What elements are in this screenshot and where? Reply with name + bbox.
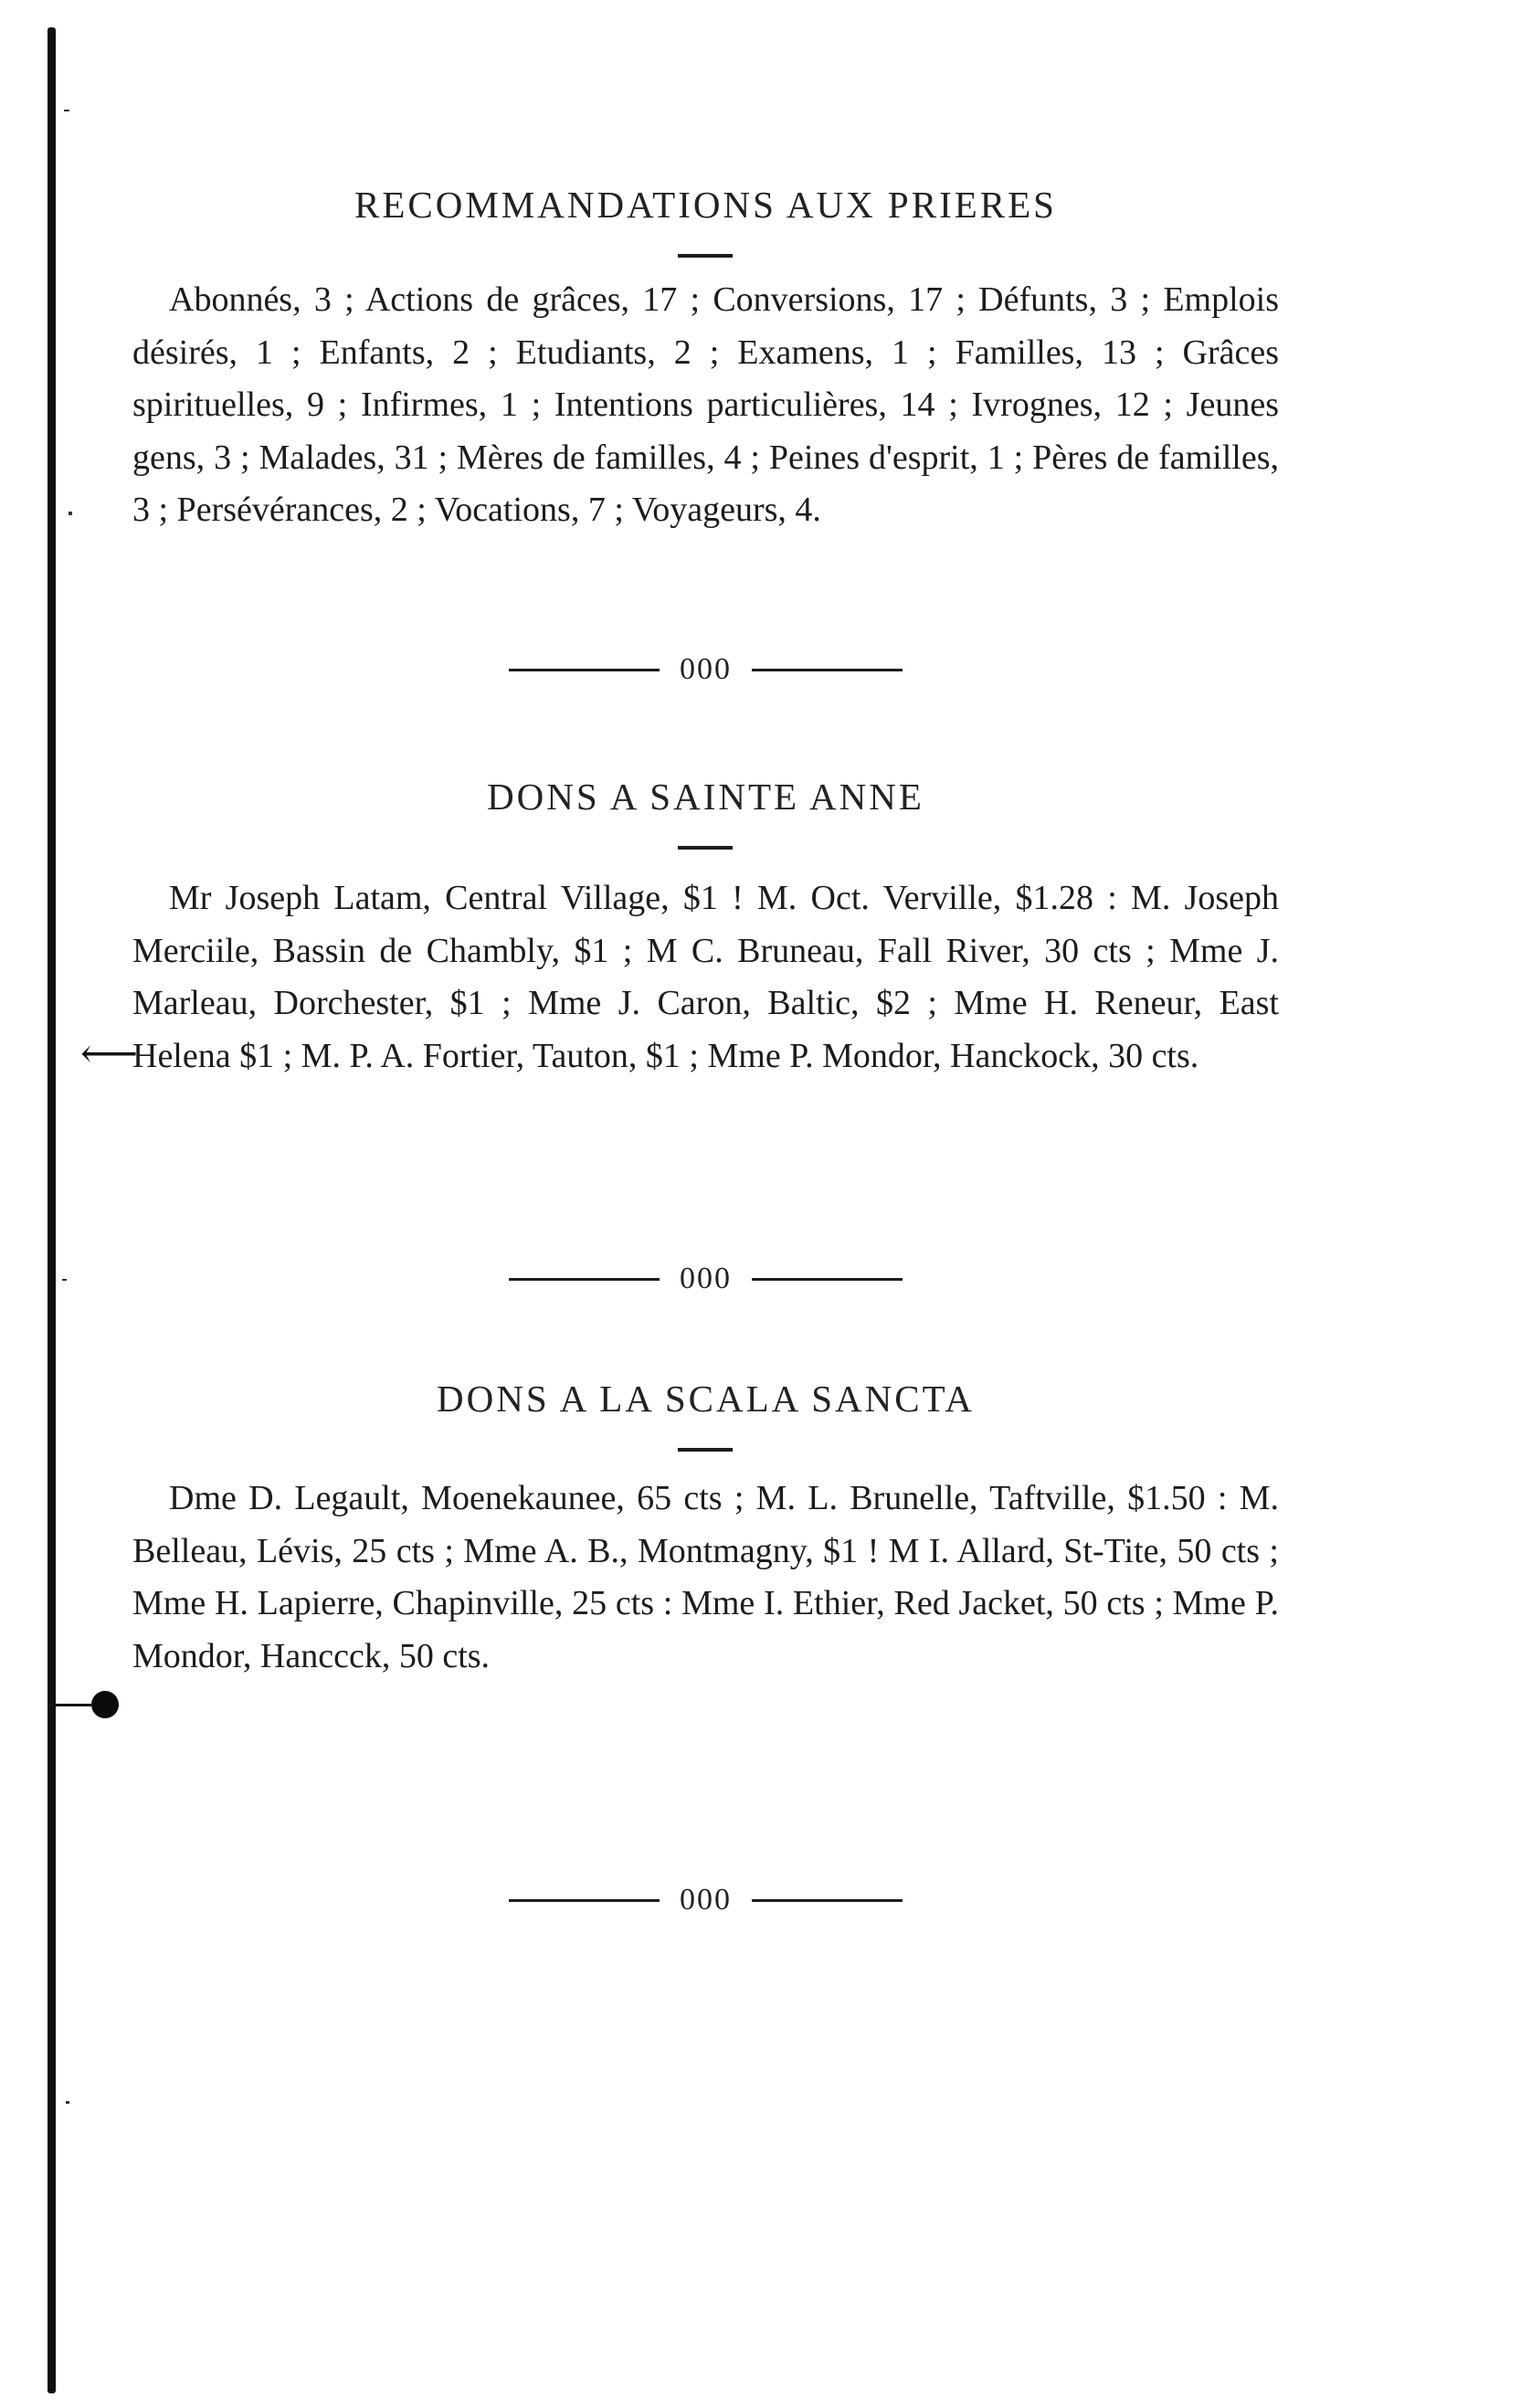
ink-stroke-mark: [55, 1704, 91, 1706]
separator-rule-left: [509, 669, 660, 671]
binding-speck: [69, 512, 72, 515]
title-rule: [678, 1448, 733, 1452]
separator-rule-right: [752, 1899, 903, 1902]
section-title-dons-scala-sancta: DONS A LA SCALA SANCTA: [437, 1378, 975, 1420]
title-rule: [678, 254, 733, 258]
ink-blot-mark: [91, 1691, 119, 1718]
separator-rule-left: [509, 1278, 660, 1281]
section-title-recommandations: RECOMMANDATIONS AUX PRIERES: [354, 184, 1057, 226]
title-rule: [678, 846, 733, 850]
separator-text: 000: [680, 1883, 732, 1917]
section-body-dons-sainte-anne: Mr Joseph Latam, Central Village, $1 ! M. Oct. Verville, $1.28 : M. Joseph Merciile, Bassin de Chambly, $1 ; M C. Bruneau, Fall River, 30 cts ; Mme J. Marleau, Dorchester, $1 ; Mme J. Caron, Baltic, $2 ; Mme H. Reneur, East Helena $1 ; M. P. A. Fortier, Tauton, $1 ; Mme P. Mondor, Hanckock, 30 cts.: [132, 879, 1279, 1075]
separator-text: 000: [680, 1262, 732, 1295]
binding-speck: [66, 2101, 69, 2104]
section-title-dons-sainte-anne: DONS A SAINTE ANNE: [487, 776, 924, 818]
section-body-dons-scala-sancta: Dme D. Legault, Moenekaunee, 65 cts ; M. L. Brunelle, Taftville, $1.50 : M. Belleau, Lévis, 25 cts ; Mme A. B., Montmagny, $1 ! M I. Allard, St-Tite, 50 cts ; Mme H. Lapierre, Chapinville, 25 cts : Mme I. Ethier, Red Jacket, 50 cts ; Mme P. Mondor, Hanccck, 50 cts.: [132, 1479, 1279, 1675]
section-separator: [132, 651, 1279, 688]
hand-drawn-arrow-icon: ⟵: [80, 1031, 139, 1076]
separator-text: 000: [680, 652, 732, 686]
binding-speck: [62, 1279, 67, 1281]
binding-speck: [64, 110, 69, 111]
page-binding-edge: [48, 27, 56, 2393]
separator-rule-right: [752, 1278, 903, 1281]
separator-rule-left: [509, 1899, 660, 1902]
section-separator: [132, 1882, 1279, 1918]
section-body-recommandations: Abonnés, 3 ; Actions de grâces, 17 ; Conversions, 17 ; Défunts, 3 ; Emplois désirés, 1 ; Enfants, 2 ; Etudiants, 2 ; Examens, 1 ; Familles, 13 ; Grâces spirituelles, 9 ; Infirmes, 1 ; Intentions particulières, 14 ; Ivrognes, 12 ; Jeunes gens, 3 ; Malades, 31 ; Mères de familles, 4 ; Peines d'esprit, 1 ; Pères de familles, 3 ; Persévérances, 2 ; Vocations, 7 ; Voyageurs, 4.: [132, 280, 1279, 529]
separator-rule-right: [752, 669, 903, 671]
section-separator: [132, 1261, 1279, 1297]
